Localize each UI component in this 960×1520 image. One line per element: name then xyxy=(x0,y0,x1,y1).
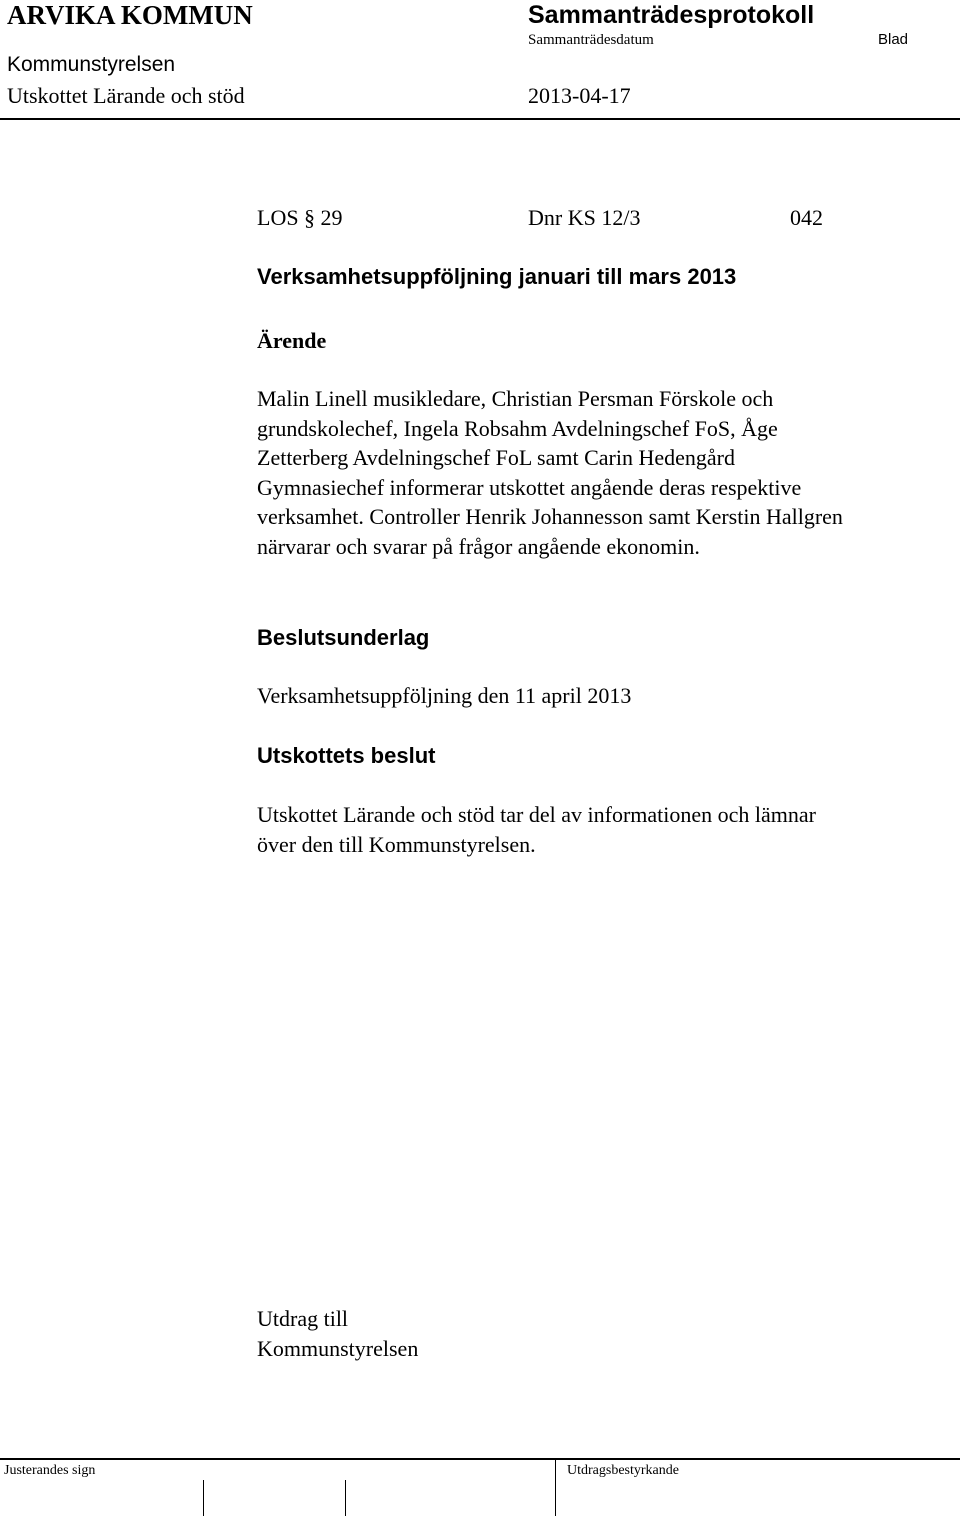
certification-label: Utdragsbestyrkande xyxy=(567,1463,679,1478)
section-heading-arende: Ärende xyxy=(257,328,327,353)
registration-number: Dnr KS 12/3 xyxy=(528,205,641,230)
committee-name: Utskottet Lärande och stöd xyxy=(7,83,245,108)
archive-code: 042 xyxy=(790,205,823,230)
meeting-date-label: Sammanträdesdatum xyxy=(528,32,654,48)
signature-label: Justerandes sign xyxy=(4,1463,96,1478)
document-type: Sammanträdesprotokoll xyxy=(528,1,815,29)
section-text-beslut: Utskottet Lärande och stöd tar del av informationen och lämnar över den till Kommunstyrelsen. xyxy=(257,802,816,857)
page-label: Blad xyxy=(878,31,909,48)
distribution-note: Utdrag till Kommunstyrelsen xyxy=(257,1306,419,1361)
section-text-beslutsunderlag: Verksamhetsuppföljning den 11 april 2013 xyxy=(257,683,632,708)
section-heading-beslut: Utskottets beslut xyxy=(257,743,436,768)
meeting-date: 2013-04-17 xyxy=(528,83,631,108)
paragraph-number: LOS § 29 xyxy=(257,205,343,230)
signature-box-divider xyxy=(345,1480,346,1516)
item-title: Verksamhetsuppföljning januari till mars 2013 xyxy=(257,264,737,289)
footer-column-divider xyxy=(555,1460,556,1516)
section-heading-beslutsunderlag: Beslutsunderlag xyxy=(257,625,430,650)
footer-divider xyxy=(0,1458,960,1460)
organization-name: ARVIKA KOMMUN xyxy=(7,0,253,30)
section-text-arende: Malin Linell musikledare, Christian Persman Förskole och grundskolechef, Ingela Robsahm Avdelningschef FoS, Åge Zetterberg Avdelningschef FoL samt Carin Hedengård Gymnasiechef informerar utskottet angående deras respektive verksamhet. Controller Henrik Johannesson samt Kerstin Hallgren närvarar och svarar på frågor angående ekonomin. xyxy=(257,386,843,559)
signature-box-divider xyxy=(203,1480,204,1516)
board-name: Kommunstyrelsen xyxy=(7,53,176,76)
header-divider xyxy=(0,118,960,120)
